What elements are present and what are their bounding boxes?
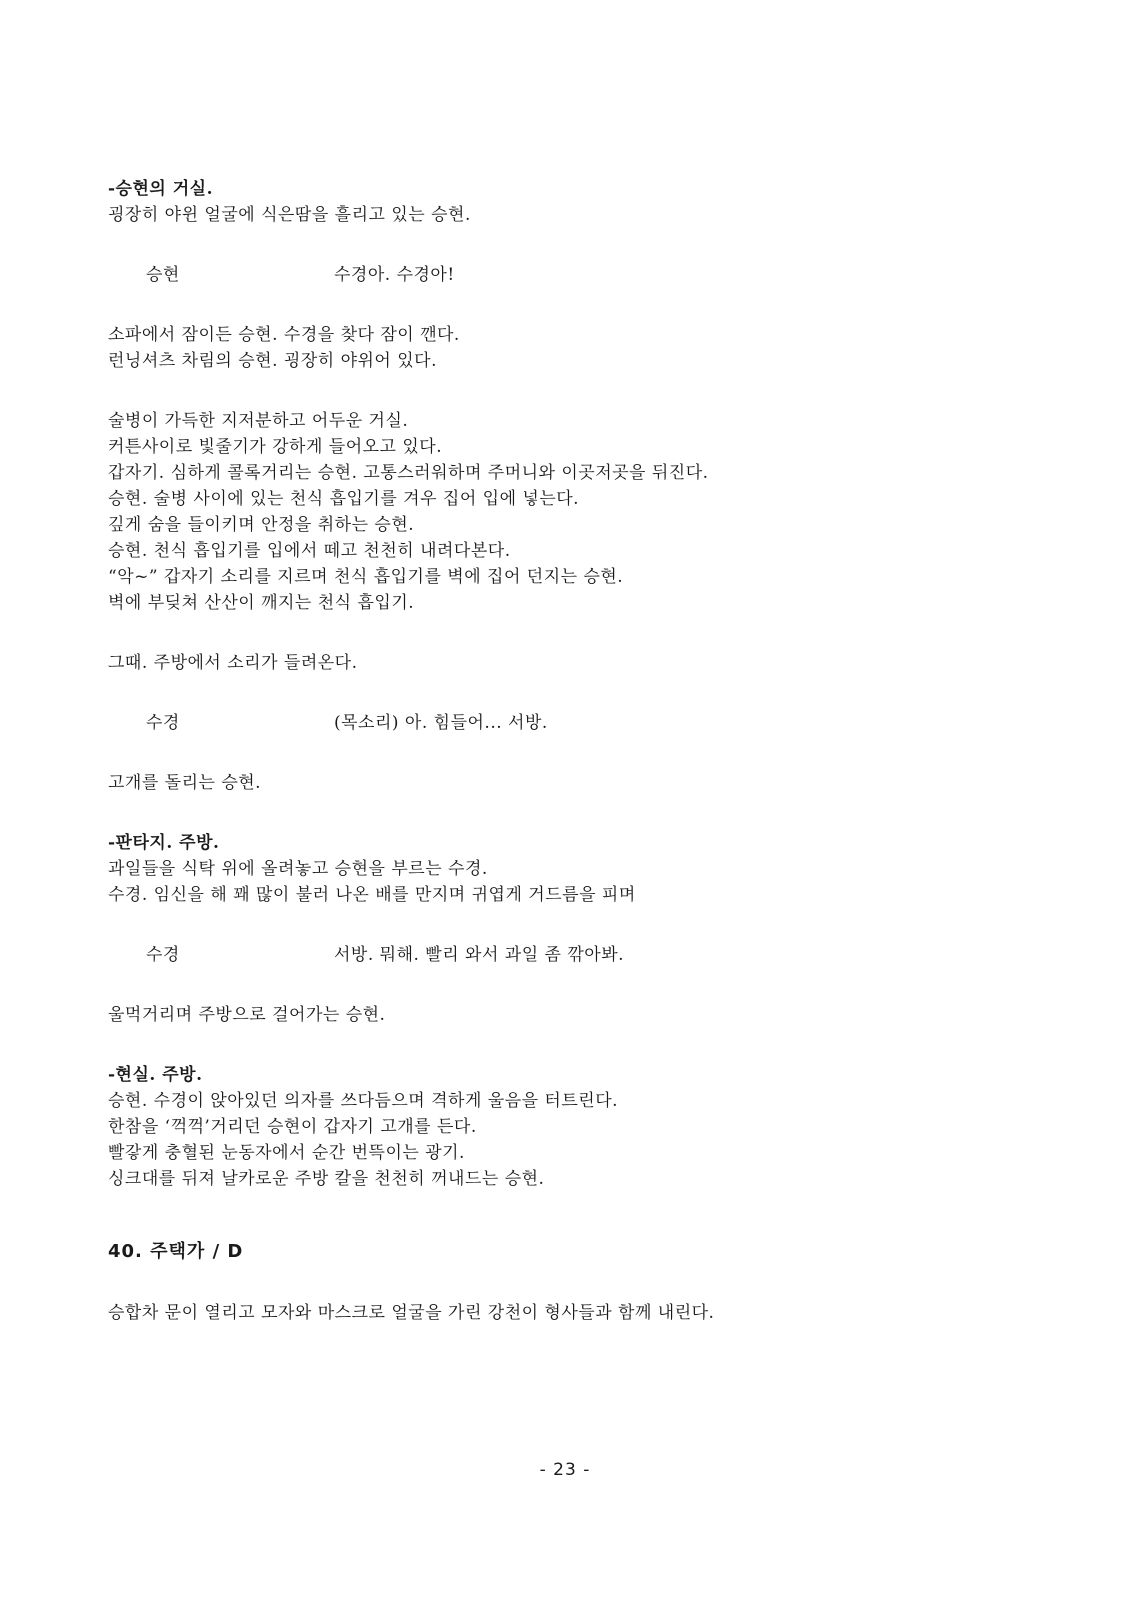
action-line: 술병이 가득한 지저분하고 어두운 거실. <box>108 411 409 431</box>
action-line: 런닝셔츠 차림의 승현. 굉장히 야위어 있다. <box>108 351 438 371</box>
dialogue-speaker: 승현 <box>146 265 180 285</box>
scene-heading-fantasy-kitchen: -판타지. 주방. <box>108 833 220 853</box>
action-line: 싱크대를 뒤져 날카로운 주방 칼을 천천히 꺼내드는 승현. <box>108 1169 545 1189</box>
action-line: 고개를 돌리는 승현. <box>108 773 262 793</box>
dialogue-block <box>108 710 1028 736</box>
action-line: 승현. 수경이 앉아있던 의자를 쓰다듬으며 격하게 울음을 터트린다. <box>108 1091 619 1111</box>
dialogue-speaker: 수경 <box>146 945 180 965</box>
action-line: 커튼사이로 빛줄기가 강하게 들어오고 있다. <box>108 437 443 457</box>
script-body <box>108 176 1028 1326</box>
action-line: 벽에 부딪쳐 산산이 깨지는 천식 흡입기. <box>108 593 415 613</box>
dialogue-block <box>108 942 1028 968</box>
scene-heading-living-room: -승현의 거실. <box>108 179 214 199</box>
action-line: 소파에서 잠이든 승현. 수경을 찾다 잠이 깬다. <box>108 325 460 345</box>
dialogue-speaker: 수경 <box>146 713 180 733</box>
action-line: 굉장히 야윈 얼굴에 식은땀을 흘리고 있는 승현. <box>108 205 471 225</box>
dialogue-text: 서방. 뭐해. 빨리 와서 과일 좀 깎아봐. <box>334 945 625 965</box>
dialogue-block <box>108 262 1028 288</box>
action-line: 수경. 임신을 해 꽤 많이 불러 나온 배를 만지며 귀엽게 거드름을 피며 <box>108 885 636 905</box>
page-number: - 23 - <box>539 1460 591 1480</box>
dialogue-text: (목소리) 아. 힘들어... 서방. <box>334 713 548 733</box>
scene-heading-reality-kitchen: -현실. 주방. <box>108 1065 203 1085</box>
action-line: 한참을 ‘꺽꺽’거리던 승현이 갑자기 고개를 든다. <box>108 1117 477 1137</box>
action-line: 울먹거리며 주방으로 걸어가는 승현. <box>108 1005 386 1025</box>
action-line: 빨갛게 충혈된 눈동자에서 순간 번뜩이는 광기. <box>108 1143 465 1163</box>
action-line: 그때. 주방에서 소리가 들려온다. <box>108 653 358 673</box>
action-line: “악~” 갑자기 소리를 지르며 천식 흡입기를 벽에 집어 던지는 승현. <box>108 567 624 587</box>
action-line: 갑자기. 심하게 콜록거리는 승현. 고통스러워하며 주머니와 이곳저곳을 뒤진다. <box>108 463 709 483</box>
action-line: 승현. 술병 사이에 있는 천식 흡입기를 겨우 집어 입에 넣는다. <box>108 489 580 509</box>
action-line: 승현. 천식 흡입기를 입에서 떼고 천천히 내려다본다. <box>108 541 511 561</box>
scene-number-heading: 40. 주택가 / D <box>108 1241 244 1262</box>
action-line: 승합차 문이 열리고 모자와 마스크로 얼굴을 가린 강천이 형사들과 함께 내린다. <box>108 1303 715 1323</box>
dialogue-text: 수경아. 수경아! <box>334 265 455 285</box>
action-line: 과일들을 식탁 위에 올려놓고 승현을 부르는 수경. <box>108 859 488 879</box>
action-line: 깊게 숨을 들이키며 안정을 취하는 승현. <box>108 515 415 535</box>
